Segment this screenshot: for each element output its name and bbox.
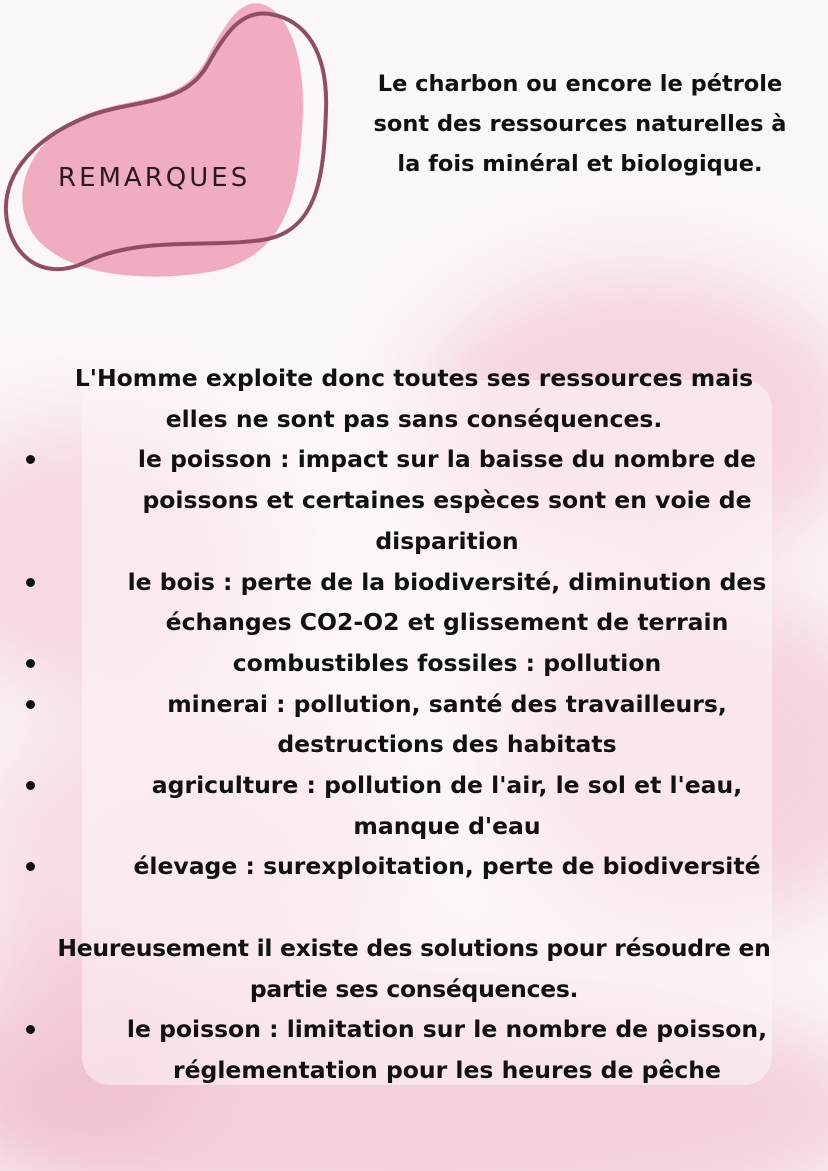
list-item-line: le poisson : impact sur la baisse du nombre de: [137, 445, 757, 474]
intro-line: Heureusement il existe des solutions pour résoudre en: [57, 933, 771, 962]
remarques-title: REMARQUES: [58, 163, 251, 193]
section-spacer: [0, 887, 828, 928]
list-item-line: agriculture : pollution de l'air, le sol et l'eau,: [151, 771, 743, 800]
intro-line: L'Homme exploite donc toutes ses ressources mais: [74, 364, 754, 392]
top-note: [332, 64, 828, 184]
solutions-list: [0, 1009, 828, 1090]
remarques-badge: [0, 0, 340, 290]
list-item-line: poissons et certaines espèces sont en voie de: [142, 486, 752, 515]
section2-intro: [0, 928, 828, 1009]
list-item-line: disparition: [375, 526, 519, 555]
list-item-line: combustibles fossiles : pollution: [232, 648, 662, 677]
intro-line: partie ses conséquences.: [249, 974, 579, 1003]
pink-blob-shape: [0, 0, 340, 290]
main-content: [0, 358, 828, 1091]
top-note-line: sont des ressources naturelles à: [373, 111, 787, 137]
list-item: [0, 439, 828, 561]
list-item: [0, 1009, 828, 1090]
list-item: [0, 846, 828, 887]
intro-line: elles ne sont pas sans conséquences.: [165, 404, 663, 433]
consequences-list: [0, 439, 828, 887]
list-item-line: le bois : perte de la biodiversité, diminution des: [127, 567, 767, 596]
list-item-line: échanges CO2-O2 et glissement de terrain: [165, 608, 729, 637]
top-note-line: Le charbon ou encore le pétrole: [377, 71, 783, 97]
list-item-line: réglementation pour les heures de pêche: [173, 1055, 721, 1084]
list-item-line: destructions des habitats: [277, 730, 617, 759]
list-item-line: minerai : pollution, santé des travailleurs,: [167, 689, 727, 718]
list-item-line: le poisson : limitation sur le nombre de poisson,: [126, 1015, 768, 1044]
section1-intro: [0, 358, 828, 439]
list-item-line: manque d'eau: [353, 811, 541, 840]
list-item: [0, 562, 828, 643]
top-note-line: la fois minéral et biologique.: [397, 151, 763, 177]
list-item: [0, 684, 828, 765]
list-item: [0, 643, 828, 684]
list-item: [0, 765, 828, 846]
list-item-line: élevage : surexploitation, perte de biodiversité: [133, 852, 761, 881]
